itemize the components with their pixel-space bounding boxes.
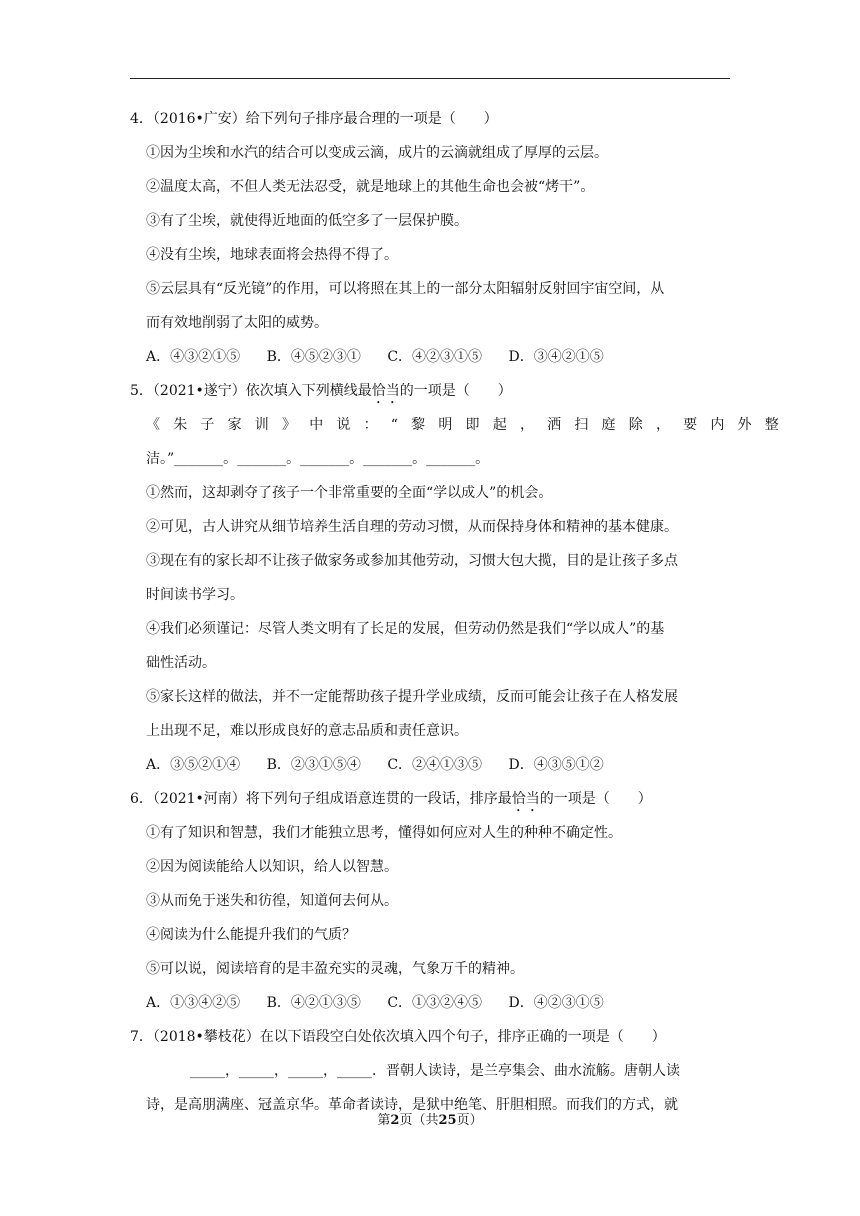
sentence-item-continued: 上出现不足，难以形成良好的意志品质和责任意识。	[146, 723, 468, 739]
sentence-item: ③现在有的家长却不让孩子做家务或参加其他劳动，习惯大包大揽，目的是让孩子多点	[146, 553, 678, 569]
answer-options	[130, 346, 730, 380]
option-b[interactable]: B．④②①③⑤	[266, 995, 361, 1011]
passage-line: 《朱子家训》中说：“黎明即起，洒扫庭除，要内外整	[146, 417, 792, 433]
sentence-item: ①因为尘埃和水汽的结合可以变成云滴，成片的云滴就组成了厚厚的云层。	[146, 145, 608, 161]
sentence-item-continued: 础性活动。	[146, 655, 216, 671]
sentence-item: ①然而，这却剥夺了孩子一个非常重要的全面“学以成人”的机会。	[146, 485, 553, 501]
footer-text: 页（共	[399, 1113, 439, 1128]
sentence-item: ⑤可以说，阅读培育的是丰盈充实的灵魂，气象万千的精神。	[146, 961, 524, 977]
answer-options	[130, 754, 730, 788]
option-d[interactable]: D．④②③①⑤	[508, 995, 604, 1011]
stem-text: 6．（2021•河南）将下列句子组成语意连贯的一段话，排序最	[130, 791, 512, 807]
option-a[interactable]: A．①③④②⑤	[146, 995, 241, 1011]
sentence-item: ②因为阅读能给人以知识，给人以智慧。	[146, 859, 398, 875]
question-5-stem	[130, 380, 730, 414]
sentence-item: ①有了知识和智慧，我们才能独立思考，懂得如何应对人生的种种不确定性。	[146, 825, 622, 841]
question-5	[130, 380, 792, 788]
sentence-item-continued: 时间读书学习。	[146, 587, 244, 603]
option-b[interactable]: B．④⑤②③①	[266, 349, 361, 365]
option-c[interactable]: C．①③②④⑤	[387, 995, 483, 1011]
emphasis-text: 恰当	[511, 791, 540, 807]
question-6-stem	[130, 788, 730, 822]
question-4	[130, 108, 730, 380]
sentence-item: ③有了尘埃，就使得近地面的低空多了一层保护膜。	[146, 213, 468, 229]
option-d[interactable]: D．③④②①⑤	[508, 349, 604, 365]
question-4-stem: 4．（2016•广安）给下列句子排序最合理的一项是（ ）	[130, 111, 498, 127]
question-7-stem: 7．（2018•攀枝花）在以下语段空白处依次填入四个句子，排序正确的一项是（ ）	[130, 1029, 666, 1045]
sentence-item: ②温度太高，不但人类无法忍受，就是地球上的其他生命也会被“烤干”。	[146, 179, 595, 195]
stem-text: 的一项是（ ）	[399, 383, 512, 399]
option-d[interactable]: D．④③⑤①②	[508, 757, 604, 773]
sentence-item: ④阅读为什么能提升我们的气质？	[146, 927, 356, 943]
sentence-item: ③从而免于迷失和彷徨，知道何去何从。	[146, 893, 398, 909]
stem-text: 的一项是（ ）	[539, 791, 652, 807]
option-c[interactable]: C．②④①③⑤	[387, 757, 483, 773]
page-number-footer	[0, 1109, 860, 1128]
option-a[interactable]: A．④③②①⑤	[146, 349, 241, 365]
sentence-item: ⑤家长这样的做法，并不一定能帮助孩子提升学业成绩，反而可能会让孩子在人格发展	[146, 689, 678, 705]
emphasis-text: 恰当	[371, 383, 400, 399]
passage-line: _____，_____，_____，_____．晋朝人读诗，是兰亭集会、曲水流觞。唐朝人读	[190, 1063, 680, 1079]
question-6	[130, 788, 730, 1026]
stem-text: 5．（2021•遂宁）依次填入下列横线最	[130, 383, 372, 399]
sentence-item: ②可见，古人讲究从细节培养生活自理的劳动习惯，从而保持身体和精神的基本健康。	[146, 519, 678, 535]
option-c[interactable]: C．④②③①⑤	[387, 349, 483, 365]
option-b[interactable]: B．②③①⑤④	[266, 757, 361, 773]
option-a[interactable]: A．③⑤②①④	[146, 757, 241, 773]
sentence-item: ⑤云层具有“反光镜”的作用，可以将照在其上的一部分太阳辐射反射回宇宙空间，从	[146, 281, 665, 297]
sentence-item: ④没有尘埃，地球表面将会热得不得了。	[146, 247, 398, 263]
header-rule	[130, 78, 730, 79]
footer-text: 页）	[456, 1113, 483, 1128]
answer-options	[130, 992, 730, 1026]
sentence-item: ④我们必须谨记：尽管人类文明有了长足的发展，但劳动仍然是我们“学以成人”的基	[146, 621, 665, 637]
footer-text: 第	[377, 1113, 391, 1128]
total-pages: 25	[438, 1113, 457, 1128]
sentence-item-continued: 而有效地削弱了太阳的威势。	[146, 315, 328, 331]
passage-line: 诗，是高朋满座、冠盖京华。革命者读诗，是狱中绝笔、肝胆相照。而我们的方式，就	[146, 1097, 678, 1113]
page-content	[130, 108, 792, 1128]
current-page: 2	[390, 1113, 400, 1128]
passage-blanks: 洁。”_______。_______。_______。_______。_______。	[146, 451, 490, 467]
